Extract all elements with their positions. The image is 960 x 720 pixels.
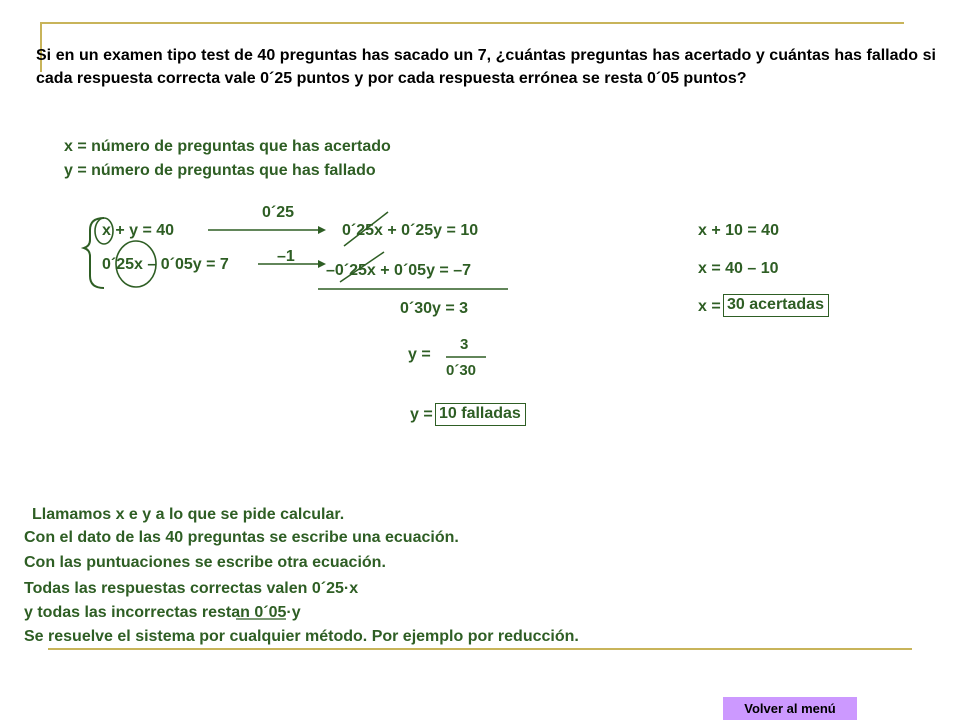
fraction-lhs: y = <box>408 346 431 363</box>
system-eq2: 0´25x – 0´05y = 7 <box>102 256 229 273</box>
x-solution-lhs: x = <box>698 298 721 315</box>
arrow-1-head <box>318 226 326 234</box>
system-brace <box>84 218 104 288</box>
x-solution-line-2: x = 40 – 10 <box>698 260 779 277</box>
explanation-line-5 <box>24 604 301 622</box>
explanation-line-1: Llamamos x e y a lo que se pide calcular. <box>32 506 345 523</box>
fraction-numerator: 3 <box>460 336 469 353</box>
explanation-line-3: Con las puntuaciones se escribe otra ecuación. <box>24 554 386 571</box>
arrow-2-head <box>318 260 326 268</box>
problem-statement: Si en un examen tipo test de 40 preguntas has sacado un 7, ¿cuántas preguntas has acertado y cuántas has fallado si cada respuesta correcta vale 0´25 puntos y por cada respuesta errónea se resta 0´05 puntos? <box>36 47 936 87</box>
fraction-denominator: 0´30 <box>446 362 477 379</box>
x-solution-line-1: x + 10 = 40 <box>698 222 779 239</box>
explanation-line-5-c: 0´05·y <box>249 604 301 621</box>
multiplier-1: 0´25 <box>262 204 295 221</box>
y-result-lhs: y = <box>410 406 433 423</box>
explanation-line-2: Con el dato de las 40 preguntas se escribe una ecuación. <box>24 529 459 546</box>
explanation-line-6: Se resuelve el sistema por cualquier método. Por ejemplo por reducción. <box>24 628 579 645</box>
reduction-line-2: –0´25x + 0´05y = –7 <box>326 262 472 279</box>
system-eq1: x + y = 40 <box>102 222 175 239</box>
y-result-boxed: 10 falladas <box>435 403 526 426</box>
x-solution-boxed: 30 acertadas <box>723 294 829 317</box>
back-to-menu-button[interactable]: Volver al menú <box>723 697 857 720</box>
definition-x: x = número de preguntas que has acertado <box>64 138 391 155</box>
definition-y: y = número de preguntas que has fallado <box>64 162 376 179</box>
reduction-line-1: 0´25x + 0´25y = 10 <box>342 222 479 239</box>
reduction-sum: 0´30y = 3 <box>400 300 469 317</box>
explanation-line-4: Todas las respuestas correctas valen 0´25·x <box>24 580 359 597</box>
explanation-line-5-a: y todas las incorrectas <box>24 604 202 621</box>
explanation-line-5-restan: restan <box>201 604 250 621</box>
multiplier-2: –1 <box>277 248 295 265</box>
